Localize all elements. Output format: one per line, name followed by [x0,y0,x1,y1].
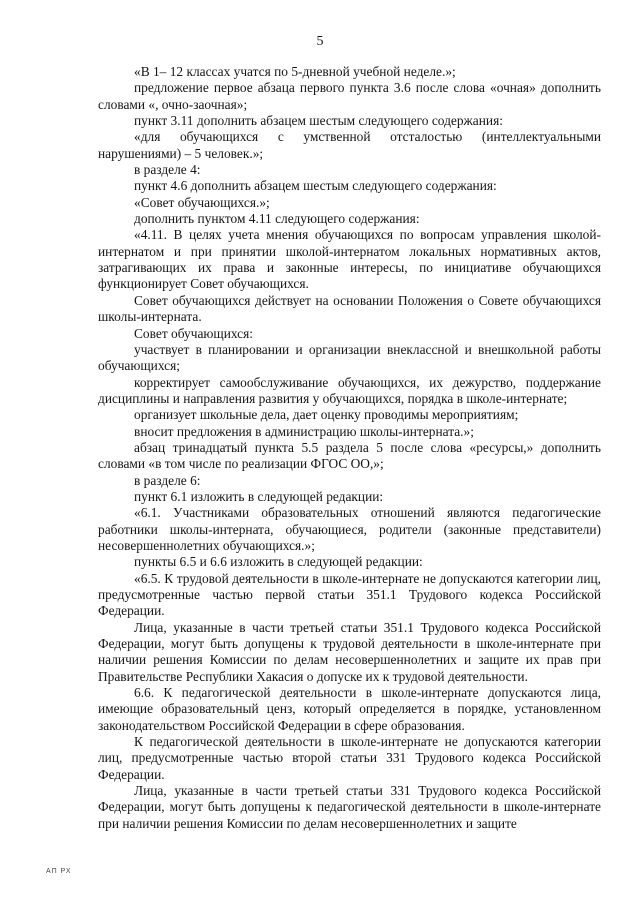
page-number: 5 [316,34,324,49]
paragraph: организует школьные дела, дает оценку проводимы мероприятиям; [134,407,519,423]
paragraph: «В 1– 12 классах учатся по 5-дневной учебной неделе.»; [134,64,456,79]
paragraph: Лица, указанные в части третьей статьи 351.1 Трудового кодекса Российской Федерации, могут быть допущены к трудовой деятельности в школе-интернате при наличии решения Комиссии по делам несовершеннолетних и защите их прав при Правительстве Республики Хакасия о допуске их к трудовой деятельности. [98,619,601,684]
paragraph: участвует в планировании и организации внеклассной и внешкольной работы обучающихся; [98,341,601,374]
paragraph: Совет обучающихся: [134,325,253,341]
paragraph: «Совет обучающихся.»; [134,194,270,210]
paragraph: пункт 6.1 изложить в следующей редакции: [134,488,384,504]
paragraph: пункты 6.5 и 6.6 изложить в следующей редакции: [134,554,423,570]
paragraph: К педагогической деятельности в школе-интернате не допускаются категории лиц, предусмотренные частью второй статьи 331 Трудового кодекса Российской Федерации. [98,734,601,782]
paragraph: пункт 4.6 дополнить абзацем шестым следующего содержания: [134,178,497,194]
paragraph: в разделе 4: [134,162,201,178]
footer-stamp: АП РХ [46,868,72,875]
paragraph: пункт 3.11 дополнить абзацем шестым следующего содержания: [134,113,503,129]
paragraph: «4.11. В целях учета мнения обучающихся по вопросам управления школой-интернатом и при принятии школой-интернатом локальных нормативных актов, затрагивающих их права и законные интересы, по инициативе обучающихся функционирует Совет обучающихся. [98,227,601,292]
paragraph: вносит предложения в администрацию школы-интерната.»; [134,423,474,439]
paragraph: «для обучающихся с умственной отсталостью (интеллектуальными нарушениями) – 5 человек.»; [98,129,601,161]
paragraph: предложение первое абзаца первого пункта 3.6 после слова «очная» дополнить словами «, очно-заочная»; [98,80,601,112]
paragraph: Лица, указанные в части третьей статьи 331 Трудового кодекса Российской Федерации, могут быть допущены к педагогической деятельности в школе-интернате при наличии решения Комиссии по делам несовершеннолетних и защите [98,783,601,831]
paragraph: «6.1. Участниками образовательных отношений являются педагогические работники школы-интерната, обучающиеся, родители (законные представители) несовершеннолетних обучающихся.»; [98,505,601,553]
paragraph: в разделе 6: [134,472,201,488]
paragraph: дополнить пунктом 4.11 следующего содержания: [134,211,420,227]
paragraph: «6.5. К трудовой деятельности в школе-интернате не допускаются категории лиц, предусмотренные частью первой статьи 351.1 Трудового кодекса Российской Федерации. [98,570,601,619]
paragraph: корректирует самообслуживание обучающихся, их дежурство, поддержание дисциплины и направления развития у обучающихся, порядка в школе-интернате; [98,374,601,406]
paragraph: Совет обучающихся действует на основании Положения о Совете обучающихся школы-интерната. [98,292,601,325]
paragraph: 6.6. К педагогической деятельности в школе-интернате допускаются лица, имеющие образовательный ценз, который определяется в порядке, установленном законодательством Российской Федерации в сфере образования. [98,685,601,733]
document-body [98,64,601,832]
paragraph: абзац тринадцатый пункта 5.5 раздела 5 после слова «ресурсы,» дополнить словами «в том числе по реализации ФГОС ОО,»; [98,439,601,472]
